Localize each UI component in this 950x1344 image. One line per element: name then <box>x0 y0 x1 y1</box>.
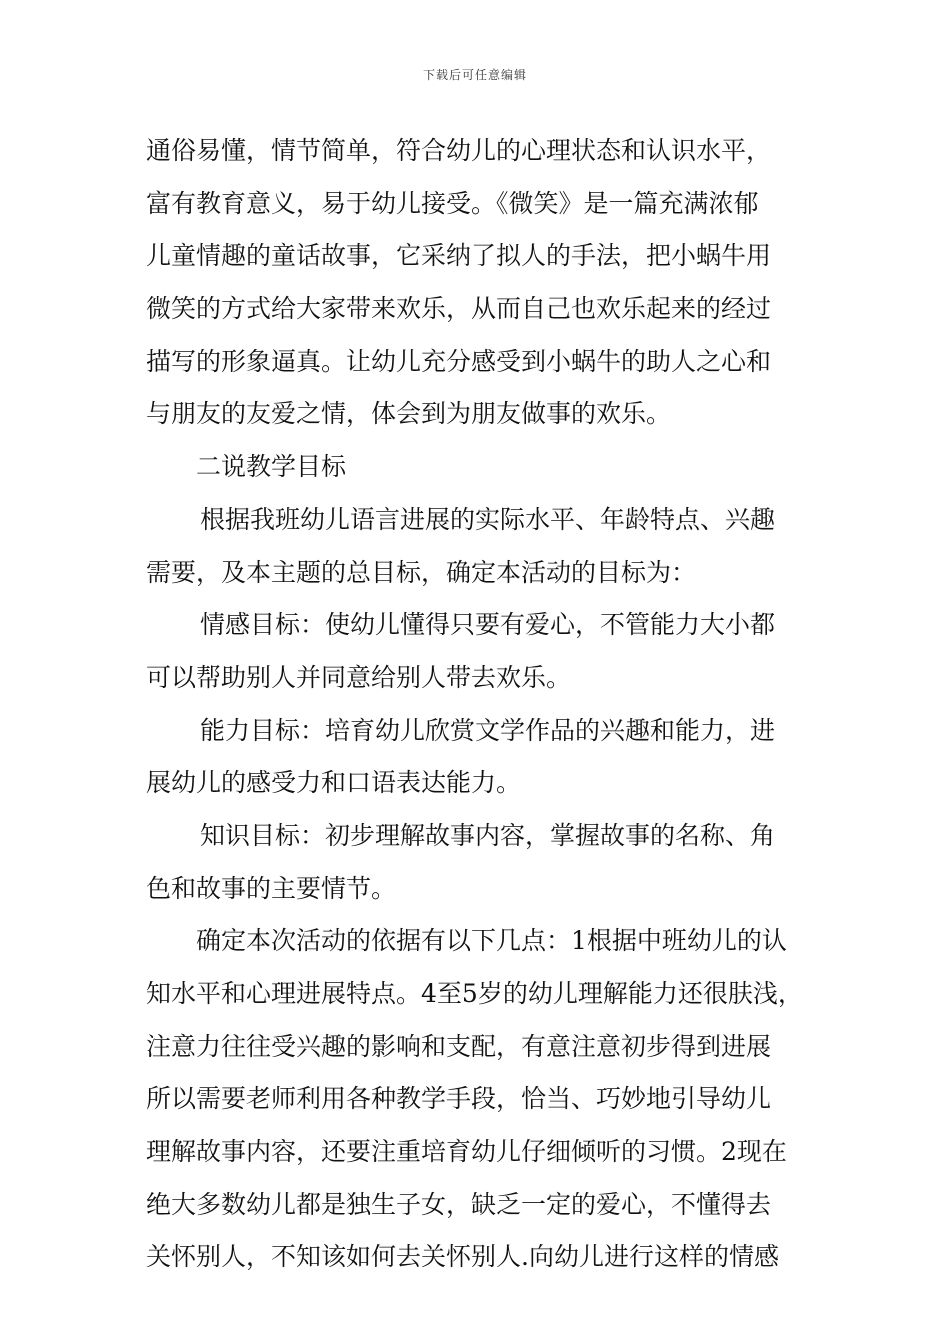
paragraph-line: 理解故事内容，还要注重培育幼儿仔细倾听的习惯。2现在 <box>146 1137 787 1167</box>
paragraph-line: 通俗易懂，情节简单，符合幼儿的心理状态和认识水平， <box>146 136 772 165</box>
paragraph-line: 绝大多数幼儿都是独生子女，缺乏一定的爱心，不懂得去 <box>146 1189 772 1219</box>
paragraph-line: 知识目标：初步理解故事内容，掌握故事的名称、角 <box>200 820 776 850</box>
section-heading: 二说教学目标 <box>196 452 347 482</box>
paragraph-line: 根据我班幼儿语言进展的实际水平、年龄特点、兴趣 <box>200 504 776 534</box>
paragraph-line: 展幼儿的感受力和口语表达能力。 <box>146 768 522 798</box>
paragraph-line: 色和故事的主要情节。 <box>146 873 397 903</box>
paragraph-line: 所以需要老师利用各种教学手段，恰当、巧妙地引导幼儿 <box>146 1084 772 1114</box>
paragraph-line: 情感目标：使幼儿懂得只要有爱心，不管能力大小都 <box>200 610 776 640</box>
paragraph-line: 微笑的方式给大家带来欢乐，从而自己也欢乐起来的经过 <box>146 294 772 324</box>
page-header: 下载后可任意编辑 <box>422 68 527 82</box>
paragraph-line: 需要，及本主题的总目标，确定本活动的目标为： <box>146 557 697 587</box>
paragraph-line: 知水平和心理进展特点。4至5岁的幼儿理解能力还很肤浅， <box>146 979 803 1008</box>
document-body <box>146 125 811 1284</box>
paragraph-line: 关怀别人，不知该如何去关怀别人.向幼儿进行这样的情感 <box>146 1242 779 1272</box>
paragraph-line: 与朋友的友爱之情，体会到为朋友做事的欢乐。 <box>146 399 672 429</box>
paragraph-line: 注意力往往受兴趣的影响和支配，有意注意初步得到进展 <box>146 1031 772 1061</box>
paragraph-line: 确定本次活动的依据有以下几点：1根据中班幼儿的认 <box>196 926 787 956</box>
paragraph-line: 描写的形象逼真。让幼儿充分感受到小蜗牛的助人之心和 <box>146 346 772 376</box>
paragraph-line: 可以帮助别人并同意给别人带去欢乐。 <box>146 662 572 692</box>
paragraph-line: 能力目标：培育幼儿欣赏文学作品的兴趣和能力，进 <box>200 715 776 745</box>
paragraph-line: 富有教育意义，易于幼儿接受。《微笑》是一篇充满浓郁 <box>146 188 759 218</box>
paragraph-line: 儿童情趣的童话故事，它采纳了拟人的手法，把小蜗牛用 <box>146 241 772 271</box>
